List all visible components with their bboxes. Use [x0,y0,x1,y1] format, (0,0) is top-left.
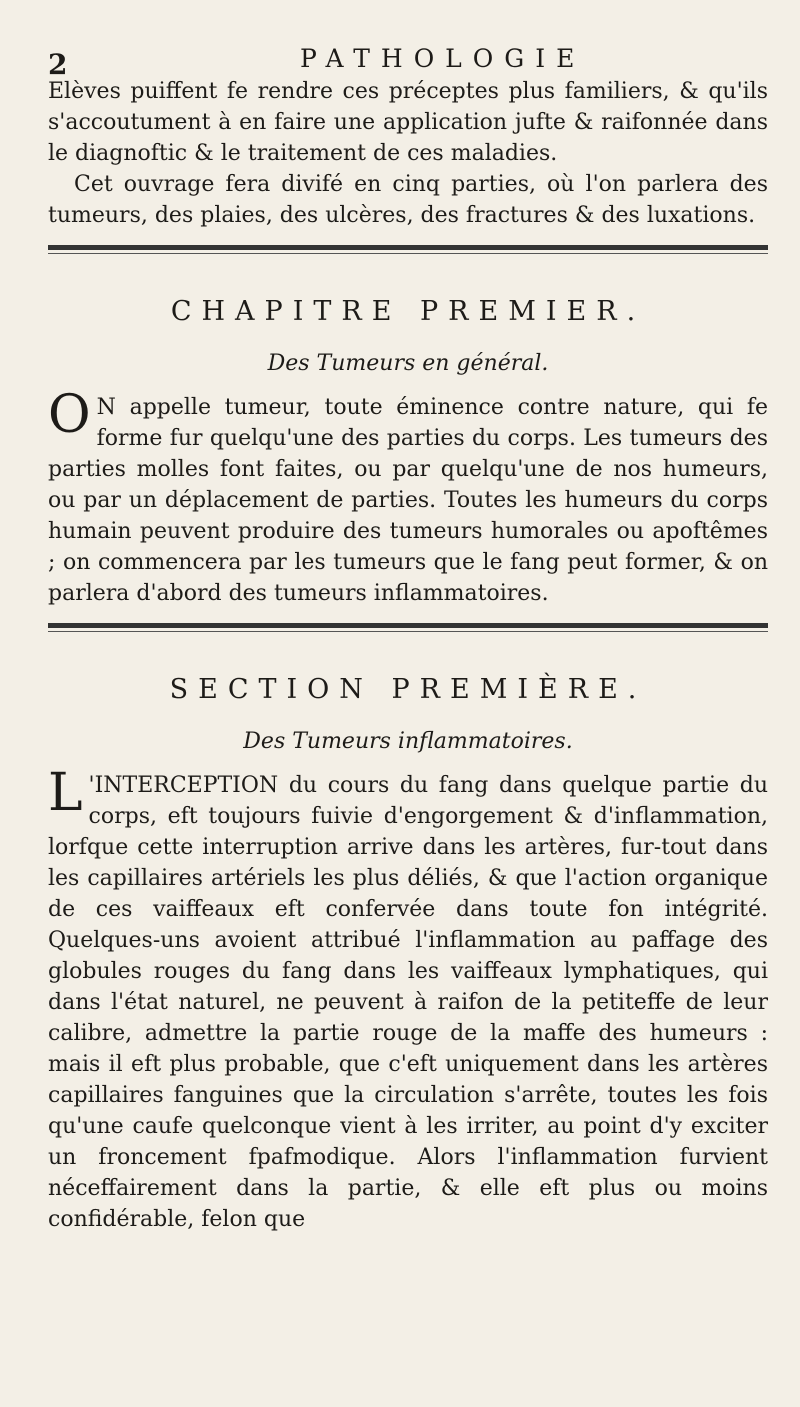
dropcap: O [48,385,91,445]
intro-paragraph: Cet ouvrage fera divifé en cinq parties, où l'on parlera des tumeurs, des plaies, des ulcères, des fractures & des luxations. [48,172,768,228]
dropcap: L [48,763,83,823]
chapter-text: appelle tumeur, toute éminence contre nature, qui fe forme fur quelqu'une des parties du corps. Les tumeurs des parties molles font faites, ou par quelqu'une de nos humeurs, ou par un déplacement de parties. Toutes les humeurs du corps humain peuvent produire des tumeurs humorales ou apoftêmes ; on commencera par les tumeurs que le fang peut former, & on parlera d'abord des tumeurs inflammatoires. [48,395,768,606]
intro-paragraph: Elèves puiffent fe rendre ces préceptes plus familiers, & qu'ils s'accoutument à en faire une application jufte & raifonnée dans le diagnoftic & le traitement de ces maladies. [48,79,768,166]
first-word: 'INTERCEPTION [88,773,279,798]
chapter-heading: CHAPITRE PREMIER. [170,296,646,327]
chapter-paragraph [48,385,768,609]
book-page [48,40,768,1235]
running-title: PATHOLOGIE [300,44,586,73]
section-paragraph [48,763,768,1235]
first-word: N [96,395,116,420]
section-divider [48,253,768,254]
section-divider [48,631,768,632]
section-subheading: Des Tumeurs inflammatoires. [243,729,573,754]
section-heading: SECTION PREMIÈRE. [169,674,647,705]
section-text: du cours du fang dans quelque partie du corps, eft toujours fuivie d'engorgement & d'inflammation, lorfque cette interruption arrive dans les artères, fur-tout dans les capillaires artériels les plus déliés, & que l'action organique de ces vaiffeaux eft confervée dans toute fon intégrité. Quelques-uns avoient attribué l'inflammation au paffage des globules rouges du fang dans les vaiffeaux lymphatiques, qui dans l'état naturel, ne peuvent à raifon de la petiteffe de leur calibre, admettre la partie rouge de la maffe des humeurs : mais il eft plus probable, que c'eft uniquement dans les artères capillaires fanguines que la circulation s'arrête, toutes les fois qu'une caufe quelconque vient à les irriter, au point d'y exciter un froncement fpafmodique. Alors l'inflammation furvient néceffairement dans la partie, & elle eft plus ou moins confidérable, felon que [48,773,768,1232]
chapter-subheading: Des Tumeurs en général. [267,351,549,376]
page-number: 2 [48,48,68,81]
section-divider [48,245,768,250]
section-divider [48,623,768,628]
running-head [48,40,768,81]
